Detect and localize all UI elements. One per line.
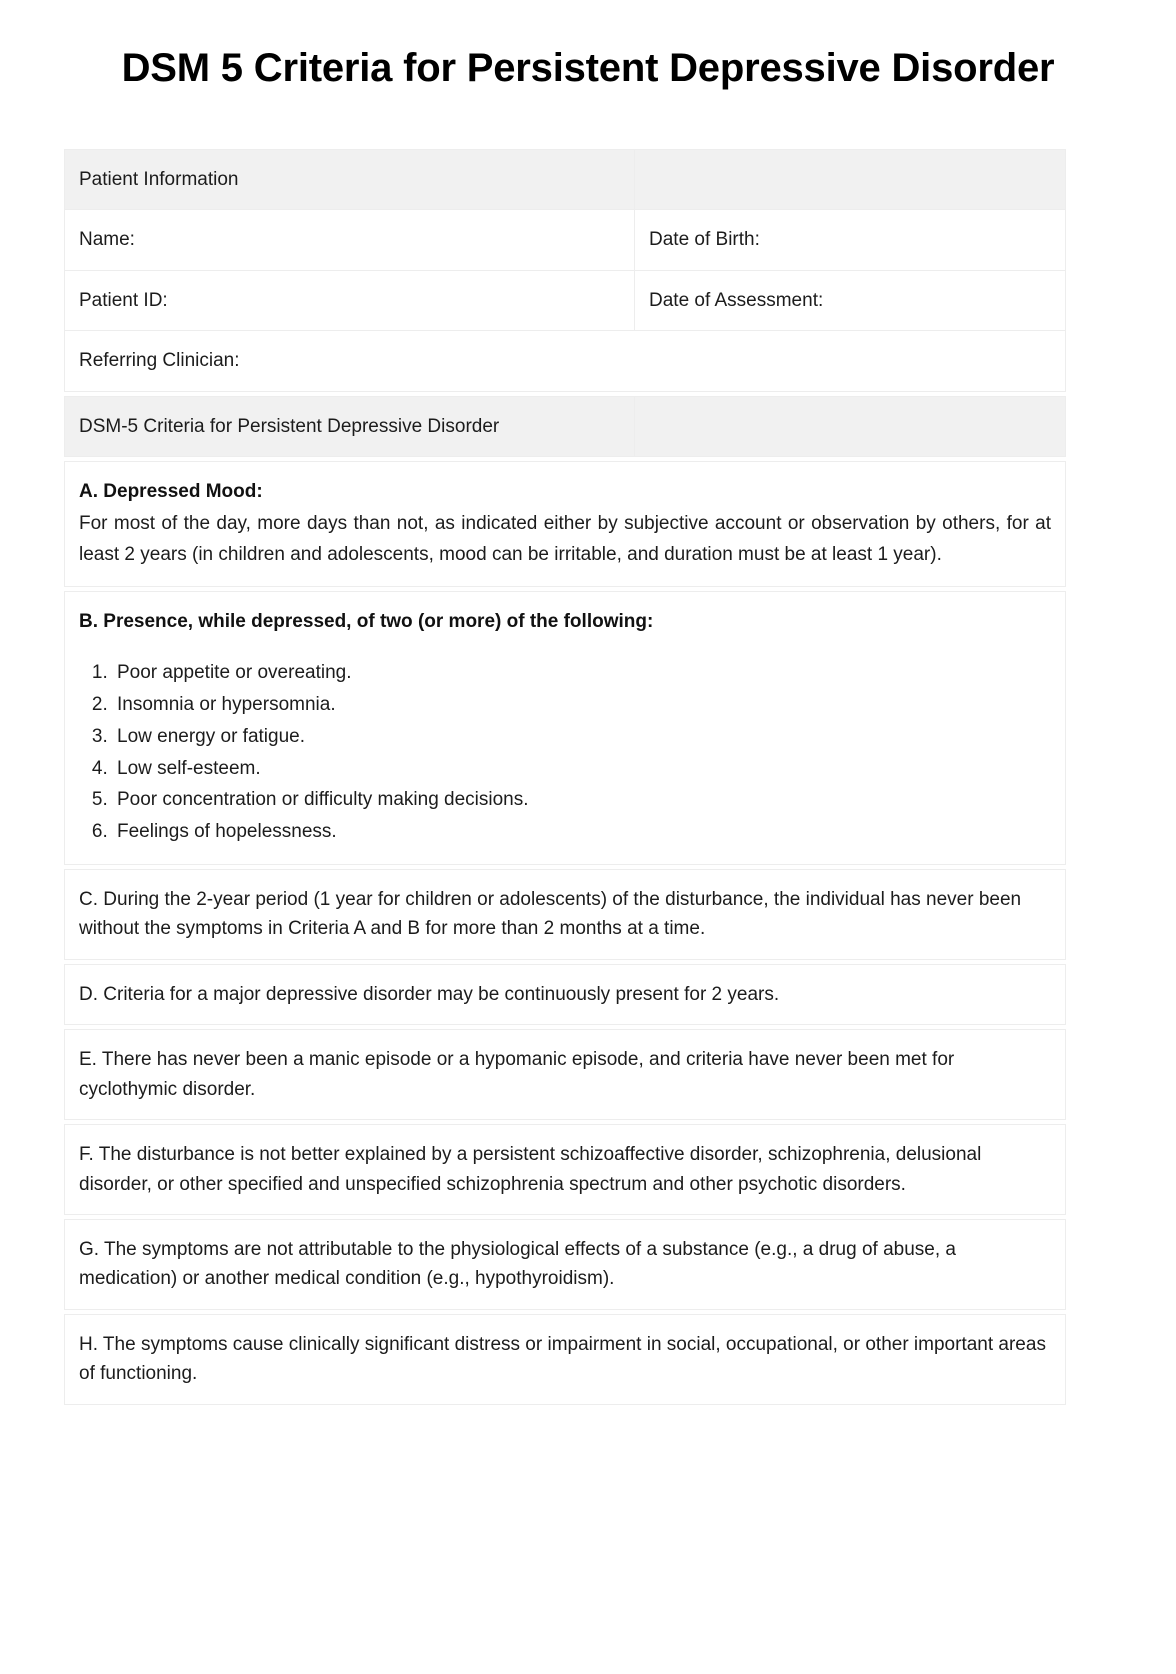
list-item: 2. Insomnia or hypersomnia.: [113, 690, 1051, 721]
criterion-b-symptom-list: [79, 658, 1051, 848]
criterion-a-title: A. Depressed Mood:: [79, 480, 263, 502]
criteria-section-header-table: [64, 396, 1066, 457]
patient-information-header: Patient Information: [65, 149, 635, 209]
criterion-b-table: [64, 591, 1066, 865]
criterion-e-table: [64, 1029, 1066, 1120]
criterion-c-table: [64, 869, 1066, 960]
criterion-g-table: [64, 1219, 1066, 1310]
criterion-b-title: B. Presence, while depressed, of two (or more) of the following:: [79, 610, 654, 632]
criterion-a-table: [64, 461, 1066, 587]
criterion-e-text: E. There has never been a manic episode or a hypomanic episode, and criteria have never been met for cyclothymic disorder.: [65, 1030, 1066, 1120]
table-row: [65, 396, 1066, 456]
document-page: [0, 44, 1176, 1674]
criteria-section-header: DSM-5 Criteria for Persistent Depressive Disorder: [65, 396, 635, 456]
criterion-c-text: C. During the 2-year period (1 year for children or adolescents) of the disturbance, the individual has never been without the symptoms in Criteria A and B for more than 2 months at a time.: [65, 869, 1066, 959]
patient-information-header-spacer: [635, 149, 1066, 209]
list-item: 6. Feelings of hopelessness.: [113, 817, 1051, 848]
criterion-f-text: F. The disturbance is not better explained by a persistent schizoaffective disorder, schizophrenia, delusional disorder, or other specified and unspecified schizophrenia spectrum and other psychotic disorders.: [65, 1125, 1066, 1215]
criterion-d-text: D. Criteria for a major depressive disorder may be continuously present for 2 years.: [65, 964, 1066, 1024]
criterion-h-table: [64, 1314, 1066, 1405]
table-row: [65, 149, 1066, 209]
criteria-section-header-spacer: [635, 396, 1066, 456]
criterion-h-text: H. The symptoms cause clinically significant distress or impairment in social, occupational, or other important areas of functioning.: [65, 1314, 1066, 1404]
table-row: [65, 1220, 1066, 1310]
table-row: [65, 964, 1066, 1024]
table-row: [65, 461, 1066, 586]
criterion-d-table: [64, 964, 1066, 1025]
table-row: [65, 331, 1066, 391]
form-body: [64, 149, 1065, 1405]
patient-id-field-label[interactable]: Patient ID:: [65, 270, 635, 330]
patient-information-table: [64, 149, 1066, 392]
list-item: 4. Low self-esteem.: [113, 754, 1051, 785]
criterion-a-cell: [65, 461, 1066, 586]
criterion-g-text: G. The symptoms are not attributable to the physiological effects of a substance (e.g., a drug of abuse, a medication) or another medical condition (e.g., hypothyroidism).: [65, 1220, 1066, 1310]
list-item: 1. Poor appetite or overeating.: [113, 658, 1051, 689]
criterion-a-body: For most of the day, more days than not, as indicated either by subjective account or observation by others, for at least 2 years (in children and adolescents, mood can be irritable, and duration must be at least 1 year).: [79, 513, 1051, 566]
criterion-f-table: [64, 1124, 1066, 1215]
criterion-b-cell: [65, 591, 1066, 864]
list-item: 3. Low energy or fatigue.: [113, 722, 1051, 753]
table-row: [65, 591, 1066, 864]
list-item: 5. Poor concentration or difficulty making decisions.: [113, 785, 1051, 816]
table-row: [65, 1314, 1066, 1404]
page-title: DSM 5 Criteria for Persistent Depressive Disorder: [121, 46, 1055, 90]
date-of-birth-field-label[interactable]: Date of Birth:: [635, 210, 1066, 270]
table-row: [65, 210, 1066, 270]
referring-clinician-field-label[interactable]: Referring Clinician:: [65, 331, 1066, 391]
table-row: [65, 1030, 1066, 1120]
table-row: [65, 869, 1066, 959]
table-row: [65, 270, 1066, 330]
date-of-assessment-field-label[interactable]: Date of Assessment:: [635, 270, 1066, 330]
table-row: [65, 1125, 1066, 1215]
name-field-label[interactable]: Name:: [65, 210, 635, 270]
